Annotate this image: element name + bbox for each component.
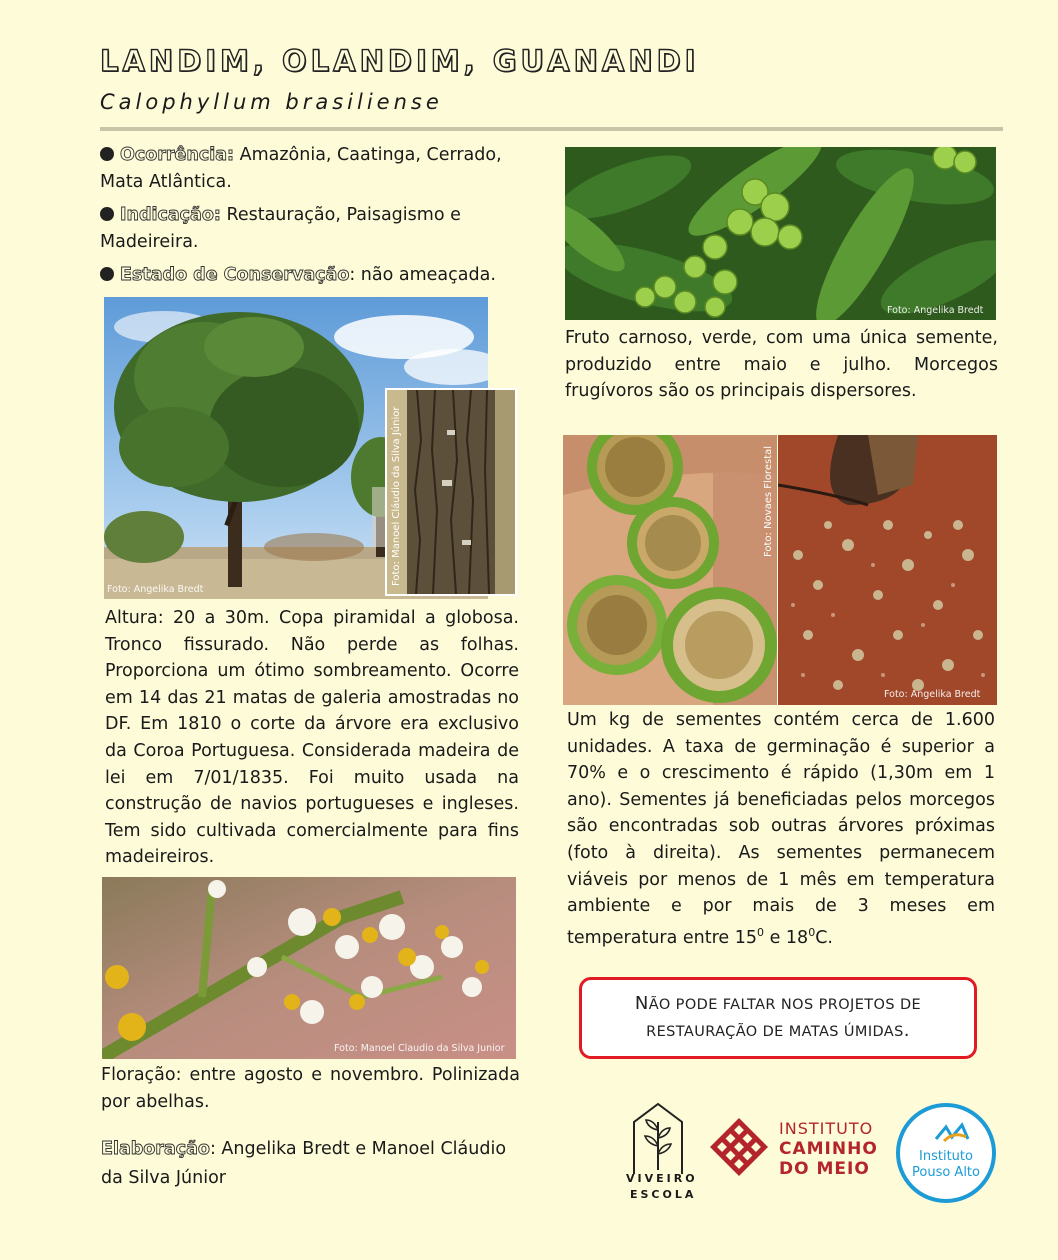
indication-text: Restauração, Paisagismo e Madeireira. bbox=[100, 205, 461, 252]
viveiro-line-2: ESCOLA bbox=[630, 1188, 697, 1201]
flower-photo bbox=[102, 877, 516, 1059]
callout-line-1-text: ÃO PODE FALTAR NOS PROJETOS DE bbox=[648, 997, 922, 1013]
callout-line-2 bbox=[582, 1018, 974, 1045]
seeds-text-between: e 18 bbox=[764, 927, 809, 948]
conservation-info bbox=[100, 262, 530, 289]
occurrence-text: Amazônia, Caatinga, Cerrado, Mata Atlântica. bbox=[100, 145, 502, 192]
flower-photo-credit: Foto: Manoel Claudio da Silva Junior bbox=[334, 1043, 505, 1054]
fruit-photo bbox=[565, 147, 996, 320]
trunk-photo bbox=[385, 388, 517, 596]
page-title: LANDIM, OLANDIM, GUANANDI bbox=[100, 44, 700, 78]
header-divider bbox=[100, 127, 1003, 131]
callout-line-2-text: RESTAURAÇÃO DE MATAS ÚMIDAS bbox=[646, 1024, 904, 1040]
indication-label: Indicação: bbox=[120, 205, 221, 225]
pouso-line-1: Instituto bbox=[919, 1149, 973, 1164]
callout-period: . bbox=[903, 1020, 910, 1041]
trunk-photo-credit: Foto: Manoel Cláudio da Silva Júnior bbox=[391, 406, 402, 586]
conservation-text: : não ameaçada. bbox=[349, 265, 496, 285]
seeds-description bbox=[567, 707, 995, 951]
caminho-line-1: INSTITUTO bbox=[779, 1119, 874, 1138]
endless-knot-icon bbox=[707, 1115, 771, 1179]
instituto-caminho-do-meio-logo bbox=[707, 1115, 887, 1185]
callout-box bbox=[579, 977, 977, 1059]
viveiro-line-1: VIVEIRO bbox=[626, 1172, 698, 1185]
seeds-text-main: Um kg de sementes contém cerca de 1.600 unidades. A taxa de germinação é superior a 70% e o crescimento é rápido (1,30m em 1 ano). Sementes já beneficiadas pelos morcegos são encontradas sob outras árvores próximas (foto à direita). As sementes permanecem viáveis por menos de 1 mês em temperatura ambiente e por mais de 3 meses em temperatura entre 15 bbox=[567, 710, 995, 948]
fruit-description: Fruto carnoso, verde, com uma única semente, produzido entre maio e julho. Morcegos frugívoros são os principais dispersores. bbox=[565, 328, 998, 402]
fruit-photo-credit: Foto: Angelika Bredt bbox=[887, 305, 984, 316]
tree-photo-credit: Foto: Angelika Bredt bbox=[107, 584, 204, 595]
flowering-description: Floração: entre agosto e novembro. Polinizada por abelhas. bbox=[101, 1065, 520, 1112]
scientific-name: Calophyllum brasiliense bbox=[100, 90, 443, 114]
seeds-hand-photo bbox=[563, 435, 777, 705]
elaboration-label: Elaboração bbox=[101, 1139, 210, 1159]
seeds-hand-photo-credit: Foto: Novaes Florestal bbox=[763, 445, 774, 557]
pouso-line-2: Pouso Alto bbox=[912, 1165, 980, 1180]
house-plant-icon bbox=[620, 1100, 696, 1176]
caminho-line-3: DO MEIO bbox=[779, 1159, 870, 1179]
elaboration-text: : Angelika Bredt e Manoel Cláudio da Silva Júnior bbox=[101, 1139, 507, 1188]
indication-info bbox=[100, 202, 530, 256]
degree-mark-2: 0 bbox=[808, 925, 816, 939]
occurrence-info bbox=[100, 142, 530, 196]
bullet-icon bbox=[100, 147, 114, 161]
degree-mark-1: 0 bbox=[757, 925, 765, 939]
callout-line-1 bbox=[582, 991, 974, 1018]
caminho-line-2: CAMINHO bbox=[779, 1139, 878, 1159]
bullet-icon bbox=[100, 207, 114, 221]
seeds-ground-photo bbox=[778, 435, 997, 705]
bullet-icon bbox=[100, 267, 114, 281]
instituto-pouso-alto-logo bbox=[896, 1103, 996, 1203]
seeds-ground-photo-credit: Foto: Angelika Bredt bbox=[884, 689, 981, 700]
viveiro-escola-logo bbox=[620, 1100, 696, 1210]
tree-description: Altura: 20 a 30m. Copa piramidal a globosa. Tronco fissurado. Não perde as folhas. Proporciona um ótimo sombreamento. Ocorre em 14 das 21 matas de galeria amostradas no DF. Em 1810 o corte da árvore era exclusivo da Coroa Portuguesa. Considerada madeira de lei em 7/01/1835. Foi muito usada na construção de navios portugueses e ingleses. Tem sido cultivada comercialmente para fins madeireiros. bbox=[105, 608, 519, 868]
elaboration-credits bbox=[101, 1135, 521, 1193]
conservation-label: Estado de Conservação bbox=[120, 265, 350, 285]
occurrence-label: Ocorrência: bbox=[120, 145, 235, 165]
seeds-text-end: C. bbox=[815, 927, 833, 948]
callout-initial: N bbox=[634, 993, 649, 1014]
